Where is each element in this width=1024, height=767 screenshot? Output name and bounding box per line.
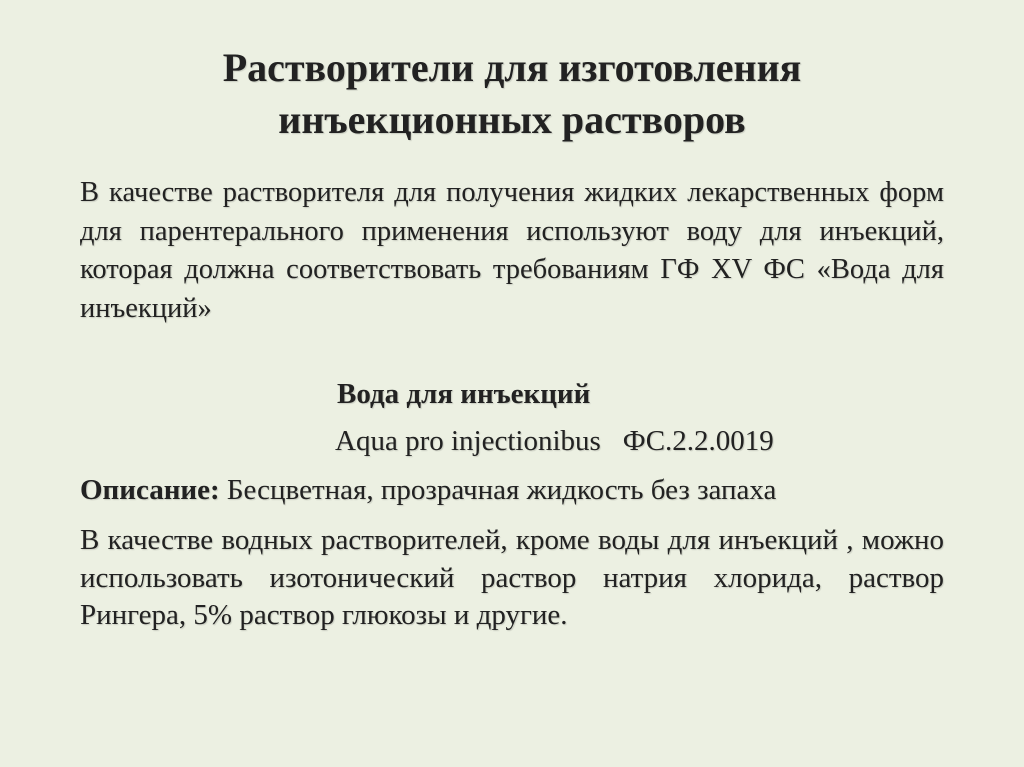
monograph-latin-line — [335, 422, 774, 460]
intro-paragraph: В качестве растворителя для получения жидких лекарственных форм для парентерального применения используют воду для инъекций, которая должна соответствовать требованиям ГФ XV ФС «Вода для инъекций» — [80, 177, 944, 324]
description-line — [80, 471, 944, 509]
latin-name: Aqua pro injectionibus — [335, 425, 601, 457]
solvents-paragraph: В качестве водных растворителей, кроме воды для инъекций , можно использовать изотонический раствор натрия хлорида, раствор Рингера, 5% раствор глюкозы и другие. — [80, 524, 944, 631]
description-label: Описание: — [80, 474, 220, 506]
monograph-heading: Вода для инъекций — [337, 378, 591, 410]
title-line-1: Растворители для изготовления — [222, 45, 802, 90]
description-text: Бесцветная, прозрачная жидкость без запаха — [219, 474, 777, 506]
slide-title — [0, 42, 1024, 146]
title-line-2: инъекционных растворов — [278, 97, 746, 142]
monograph-code: ФС.2.2.0019 — [622, 425, 774, 457]
